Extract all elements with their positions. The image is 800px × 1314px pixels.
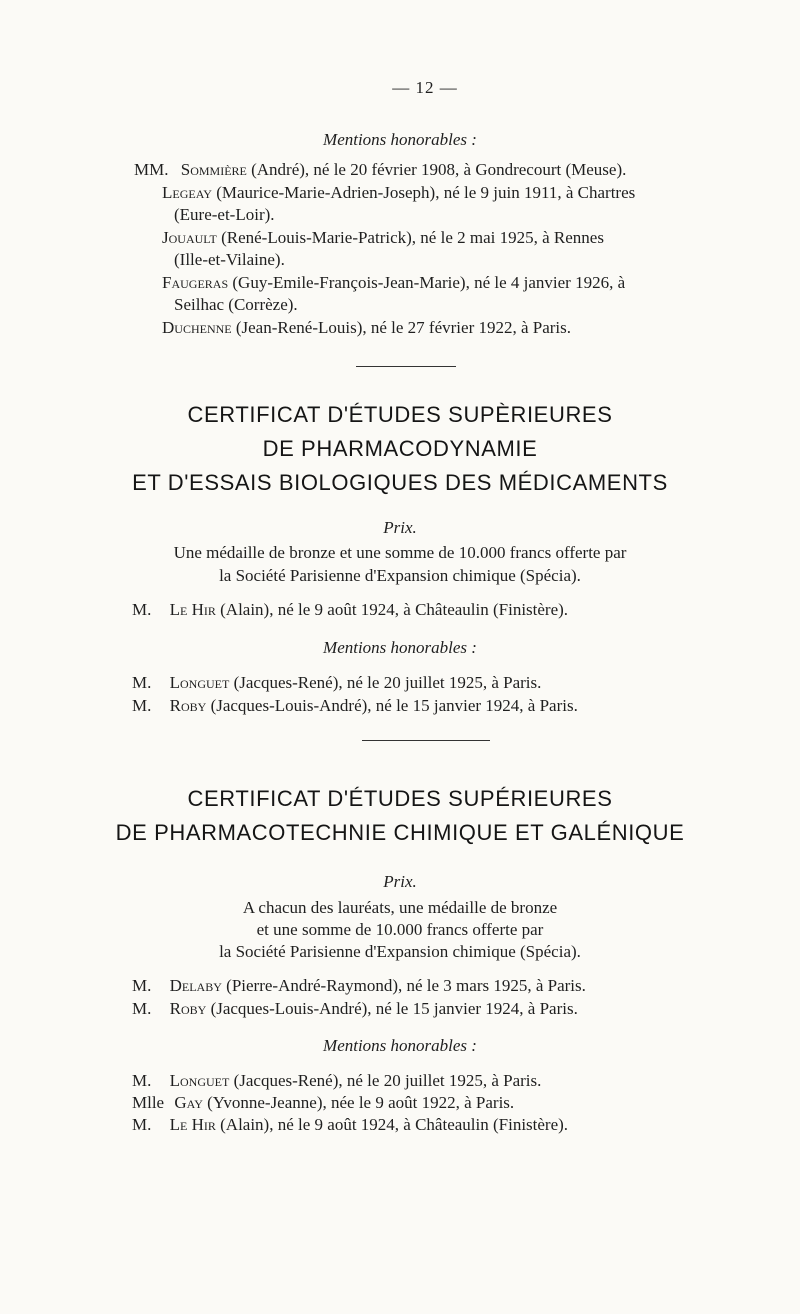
mention-line <box>132 1071 541 1091</box>
prix-heading: Prix. <box>383 872 417 891</box>
entry-name: Legeay <box>162 183 212 202</box>
entry-text: (Maurice-Marie-Adrien-Joseph), né le 9 juin 1911, à Chartres <box>216 183 636 202</box>
entry-name: Sommière <box>180 160 247 179</box>
page-number: — 12 — <box>392 78 458 97</box>
entry-name: Le Hir <box>169 1115 216 1134</box>
entry-name: Le Hir <box>169 600 216 619</box>
entry-prefix: MM. <box>134 160 169 179</box>
entry-name: Gay <box>174 1093 203 1112</box>
prix-text: la Société Parisienne d'Expansion chimique (Spécia). <box>219 566 581 585</box>
entry-name: Roby <box>169 696 207 715</box>
entry-prefix: Mlle <box>132 1093 165 1112</box>
mention-line <box>132 673 541 693</box>
entry-text: (Eure-et-Loir). <box>174 205 275 224</box>
mentions-heading-2: Mentions honorables : <box>323 638 477 657</box>
mention-line <box>132 696 578 716</box>
certificate-title-line: CERTIFICAT D'ÉTUDES SUPÉRIEURES <box>187 786 613 811</box>
entry-line <box>162 318 571 338</box>
prix-text: la Société Parisienne d'Expansion chimique (Spécia). <box>219 942 581 961</box>
entry-prefix: M. <box>132 976 152 995</box>
mention-line <box>132 1093 514 1113</box>
entry-text: (René-Louis-Marie-Patrick), né le 2 mai 1925, à Rennes <box>221 228 604 247</box>
entry-text: (Alain), né le 9 août 1924, à Châteaulin (Finistère). <box>220 600 569 619</box>
certificate-title-line: DE PHARMACOTECHNIE CHIMIQUE ET GALÉNIQUE <box>115 820 685 845</box>
entry-name: Duchenne <box>162 318 232 337</box>
entry-prefix: M. <box>132 600 152 619</box>
laureat-line <box>132 600 568 620</box>
entry-line <box>174 205 275 225</box>
entry-text: Seilhac (Corrèze). <box>174 295 298 314</box>
entry-text: (Pierre-André-Raymond), né le 3 mars 1925, à Paris. <box>226 976 586 995</box>
entry-prefix: M. <box>132 673 152 692</box>
laureat-line <box>132 976 586 996</box>
entry-text: (Jacques-René), né le 20 juillet 1925, à Paris. <box>233 1071 542 1090</box>
entry-text: (Jacques-Louis-André), né le 15 janvier 1924, à Paris. <box>210 999 578 1018</box>
entry-line <box>174 250 285 270</box>
entry-text: (Jacques-René), né le 20 juillet 1925, à Paris. <box>233 673 542 692</box>
entry-prefix: M. <box>132 1071 152 1090</box>
entry-line <box>162 273 625 293</box>
prix-text: A chacun des lauréats, une médaille de bronze <box>242 898 558 917</box>
prix-heading: Prix. <box>383 518 417 537</box>
entry-line <box>134 160 626 180</box>
mentions-heading-1: Mentions honorables : <box>323 130 477 149</box>
entry-prefix: M. <box>132 999 152 1018</box>
entry-name: Longuet <box>169 673 230 692</box>
certificate-title-line: ET D'ESSAIS BIOLOGIQUES DES MÉDICAMENTS <box>132 470 668 495</box>
entry-name: Roby <box>169 999 207 1018</box>
entry-name: Faugeras <box>162 273 229 292</box>
separator-rule <box>362 740 490 741</box>
entry-text: (Yvonne-Jeanne), née le 9 août 1922, à Paris. <box>207 1093 515 1112</box>
entry-line <box>162 183 635 203</box>
entry-text: (Jean-René-Louis), né le 27 février 1922, à Paris. <box>235 318 572 337</box>
entry-name: Delaby <box>169 976 222 995</box>
mention-line <box>132 1115 568 1135</box>
entry-name: Longuet <box>169 1071 230 1090</box>
entry-text: (Ille-et-Vilaine). <box>174 250 285 269</box>
entry-text: (Alain), né le 9 août 1924, à Châteaulin (Finistère). <box>220 1115 569 1134</box>
entry-line <box>162 228 604 248</box>
entry-prefix: M. <box>132 1115 152 1134</box>
laureat-line <box>132 999 578 1019</box>
entry-text: (Jacques-Louis-André), né le 15 janvier 1924, à Paris. <box>210 696 578 715</box>
mentions-heading-3: Mentions honorables : <box>323 1036 477 1055</box>
entry-name: Jouault <box>162 228 217 247</box>
entry-text: (André), né le 20 février 1908, à Gondrecourt (Meuse). <box>251 160 627 179</box>
prix-text: Une médaille de bronze et une somme de 10.000 francs offerte par <box>173 543 627 562</box>
certificate-title-line: DE PHARMACODYNAMIE <box>262 436 538 461</box>
prix-text: et une somme de 10.000 francs offerte par <box>256 920 544 939</box>
entry-prefix: M. <box>132 696 152 715</box>
entry-text: (Guy-Emile-François-Jean-Marie), né le 4 janvier 1926, à <box>232 273 626 292</box>
certificate-title-line: CERTIFICAT D'ÉTUDES SUPÈRIEURES <box>187 402 613 427</box>
separator-rule <box>356 366 456 367</box>
entry-line <box>174 295 298 315</box>
